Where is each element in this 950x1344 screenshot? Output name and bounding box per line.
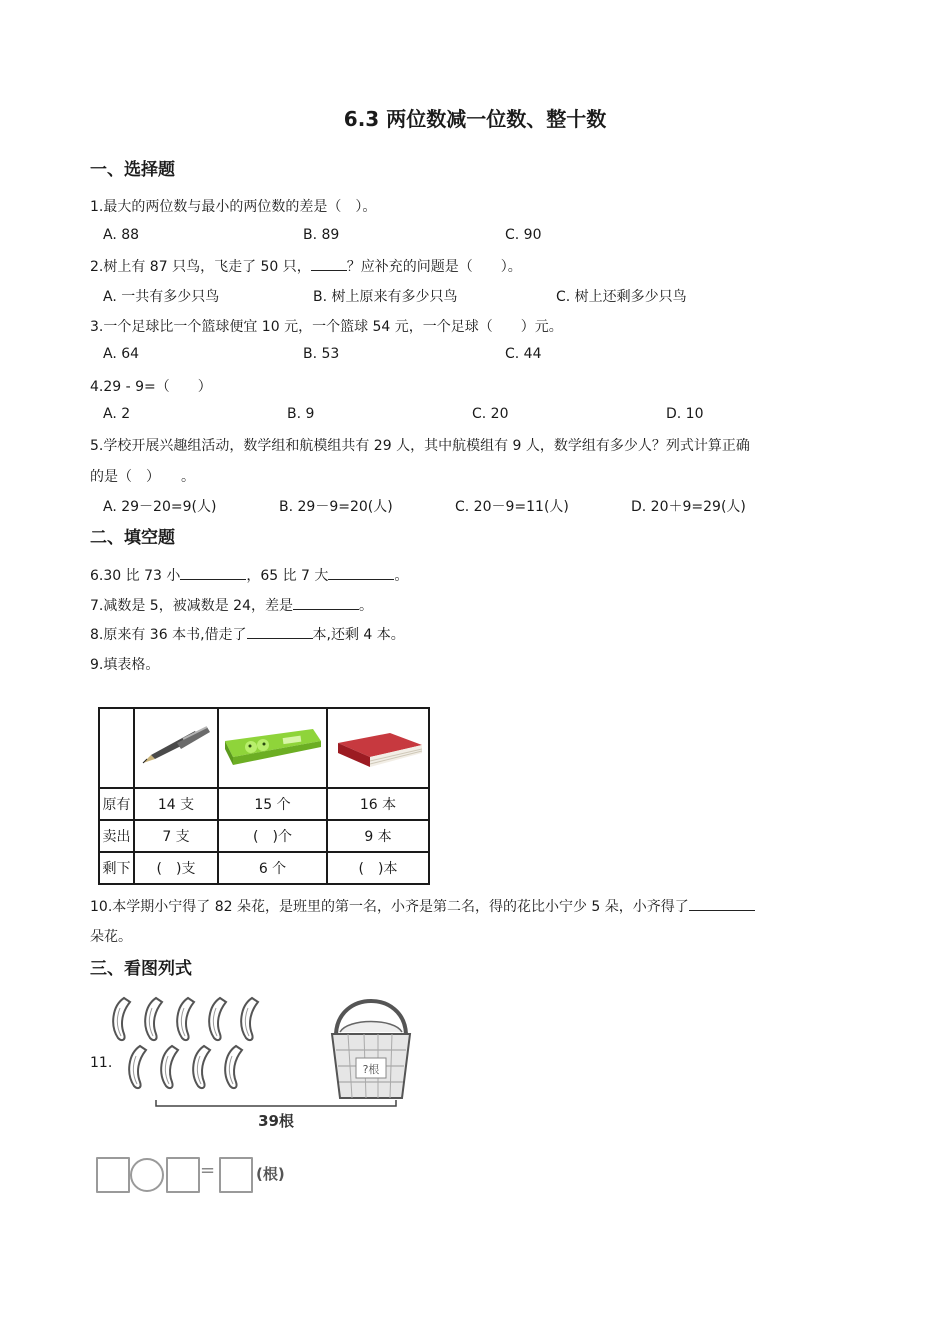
question-3: 3.一个足球比一个篮球便宜 10 元，一个篮球 54 元，一个足球（ ）元。 (90, 319, 563, 335)
table-cell-blank[interactable]: ( )个 (218, 820, 327, 852)
q6-blank-2[interactable] (328, 565, 394, 580)
equation-box-1[interactable] (96, 1157, 130, 1193)
q7-text-2: 。 (358, 598, 373, 614)
bananas-figure (108, 990, 418, 1135)
section-heading-choice: 一、选择题 (90, 160, 175, 180)
q6-text-1: 6.30 比 73 小 (90, 568, 181, 584)
equation-operator-circle[interactable] (130, 1158, 164, 1192)
q5-option-c[interactable]: C. 20－9=11(人) (455, 499, 569, 515)
table-cell-blank[interactable]: ( )支 (134, 852, 218, 884)
q5-option-a[interactable]: A. 29－20=9(人) (103, 499, 217, 515)
section-heading-picture: 三、看图列式 (90, 959, 192, 979)
table-cell: 16 本 (327, 788, 429, 820)
q4-option-a[interactable]: A. 2 (103, 406, 131, 422)
banana-icon (193, 1046, 210, 1088)
total-label: 39根 (258, 1112, 294, 1130)
q2-answer-blank[interactable] (311, 256, 347, 271)
banana-icon (145, 998, 162, 1040)
q6-text-3: 。 (394, 568, 409, 584)
question-11-number: 11. (90, 1055, 113, 1071)
row-label: 原有 (99, 788, 134, 820)
q10-blank[interactable] (689, 896, 755, 911)
banana-icon (129, 1046, 146, 1088)
basket-label: ?根 (362, 1063, 380, 1076)
question-6 (90, 565, 408, 585)
table-cell: 6 个 (218, 852, 327, 884)
book-icon (330, 721, 426, 771)
banana-icon (177, 998, 194, 1040)
fill-table (98, 707, 430, 885)
banana-icon (113, 998, 130, 1040)
q7-blank[interactable] (293, 595, 359, 610)
table-row (99, 820, 429, 852)
table-cell: 14 支 (134, 788, 218, 820)
question-5-line-2: 的是（ ） 。 (90, 469, 195, 485)
unit-label: (根) (256, 1165, 285, 1183)
q6-blank-1[interactable] (180, 565, 246, 580)
book-image-cell (327, 708, 429, 788)
question-5-line-1: 5.学校开展兴趣组活动，数学组和航模组共有 29 人，其中航模组有 9 人，数学组有多少人？列式计算正确 (90, 438, 750, 454)
row-label: 卖出 (99, 820, 134, 852)
q3-option-a[interactable]: A. 64 (103, 346, 140, 362)
question-8 (90, 624, 405, 644)
q10-text: 10.本学期小宁得了 82 朵花，是班里的第一名，小齐是第二名，得的花比小宁少 5 朵，小齐得了 (90, 899, 689, 915)
page-title: 6.3 两位数减一位数、整十数 (343, 107, 607, 131)
basket-icon (332, 1001, 410, 1098)
q2-option-b[interactable]: B. 树上原来有多少只鸟 (313, 289, 458, 305)
equation-box-result[interactable] (219, 1157, 253, 1193)
q3-option-c[interactable]: C. 44 (505, 346, 542, 362)
table-row (99, 852, 429, 884)
question-7 (90, 595, 373, 615)
q6-text-2: ，65 比 7 大 (246, 568, 329, 584)
equals-sign: = (200, 1160, 216, 1181)
q3-option-b[interactable]: B. 53 (303, 346, 340, 362)
banana-icon (161, 1046, 178, 1088)
q4-option-d[interactable]: D. 10 (666, 406, 704, 422)
section-heading-fill: 二、填空题 (90, 528, 175, 548)
row-label: 剩下 (99, 852, 134, 884)
banana-icon (241, 998, 258, 1040)
q2-text-post: ？应补充的问题是（ ）。 (346, 259, 522, 275)
total-brace (156, 1100, 396, 1106)
q8-blank[interactable] (247, 624, 313, 639)
q1-option-a[interactable]: A. 88 (103, 227, 140, 243)
pencil-case-image-cell (218, 708, 327, 788)
table-cell-blank[interactable]: ( )本 (327, 852, 429, 884)
table-cell: 15 个 (218, 788, 327, 820)
table-corner-cell (99, 708, 134, 788)
q2-option-a[interactable]: A. 一共有多少只鸟 (103, 289, 220, 305)
equation-box-2[interactable] (166, 1157, 200, 1193)
table-cell: 7 支 (134, 820, 218, 852)
question-4: 4.29 - 9=（ ） (90, 379, 212, 395)
q7-text-1: 7.减数是 5，被减数是 24，差是 (90, 598, 293, 614)
q2-text-pre: 2.树上有 87 只鸟，飞走了 50 只， (90, 259, 311, 275)
banana-icon (225, 1046, 242, 1088)
banana-icon (209, 998, 226, 1040)
q5-option-d[interactable]: D. 20＋9=29(人) (631, 499, 746, 515)
pencil-case-icon (221, 721, 325, 771)
q2-option-c[interactable]: C. 树上还剩多少只鸟 (556, 289, 687, 305)
question-1: 1.最大的两位数与最小的两位数的差是（ ）。 (90, 199, 377, 215)
fountain-pen-icon (137, 721, 215, 771)
question-10-line-1 (90, 896, 755, 916)
question-10-line-2: 朵花。 (90, 929, 132, 945)
table-cell: 9 本 (327, 820, 429, 852)
q8-text-1: 8.原来有 36 本书,借走了 (90, 627, 247, 643)
question-9: 9.填表格。 (90, 657, 160, 673)
q4-option-b[interactable]: B. 9 (287, 406, 315, 422)
question-2 (90, 256, 522, 276)
q4-option-c[interactable]: C. 20 (472, 406, 509, 422)
q5-option-b[interactable]: B. 29－9=20(人) (279, 499, 393, 515)
table-row (99, 788, 429, 820)
q1-option-c[interactable]: C. 90 (505, 227, 542, 243)
q1-option-b[interactable]: B. 89 (303, 227, 340, 243)
pen-image-cell (134, 708, 218, 788)
q8-text-2: 本,还剩 4 本。 (312, 627, 405, 643)
